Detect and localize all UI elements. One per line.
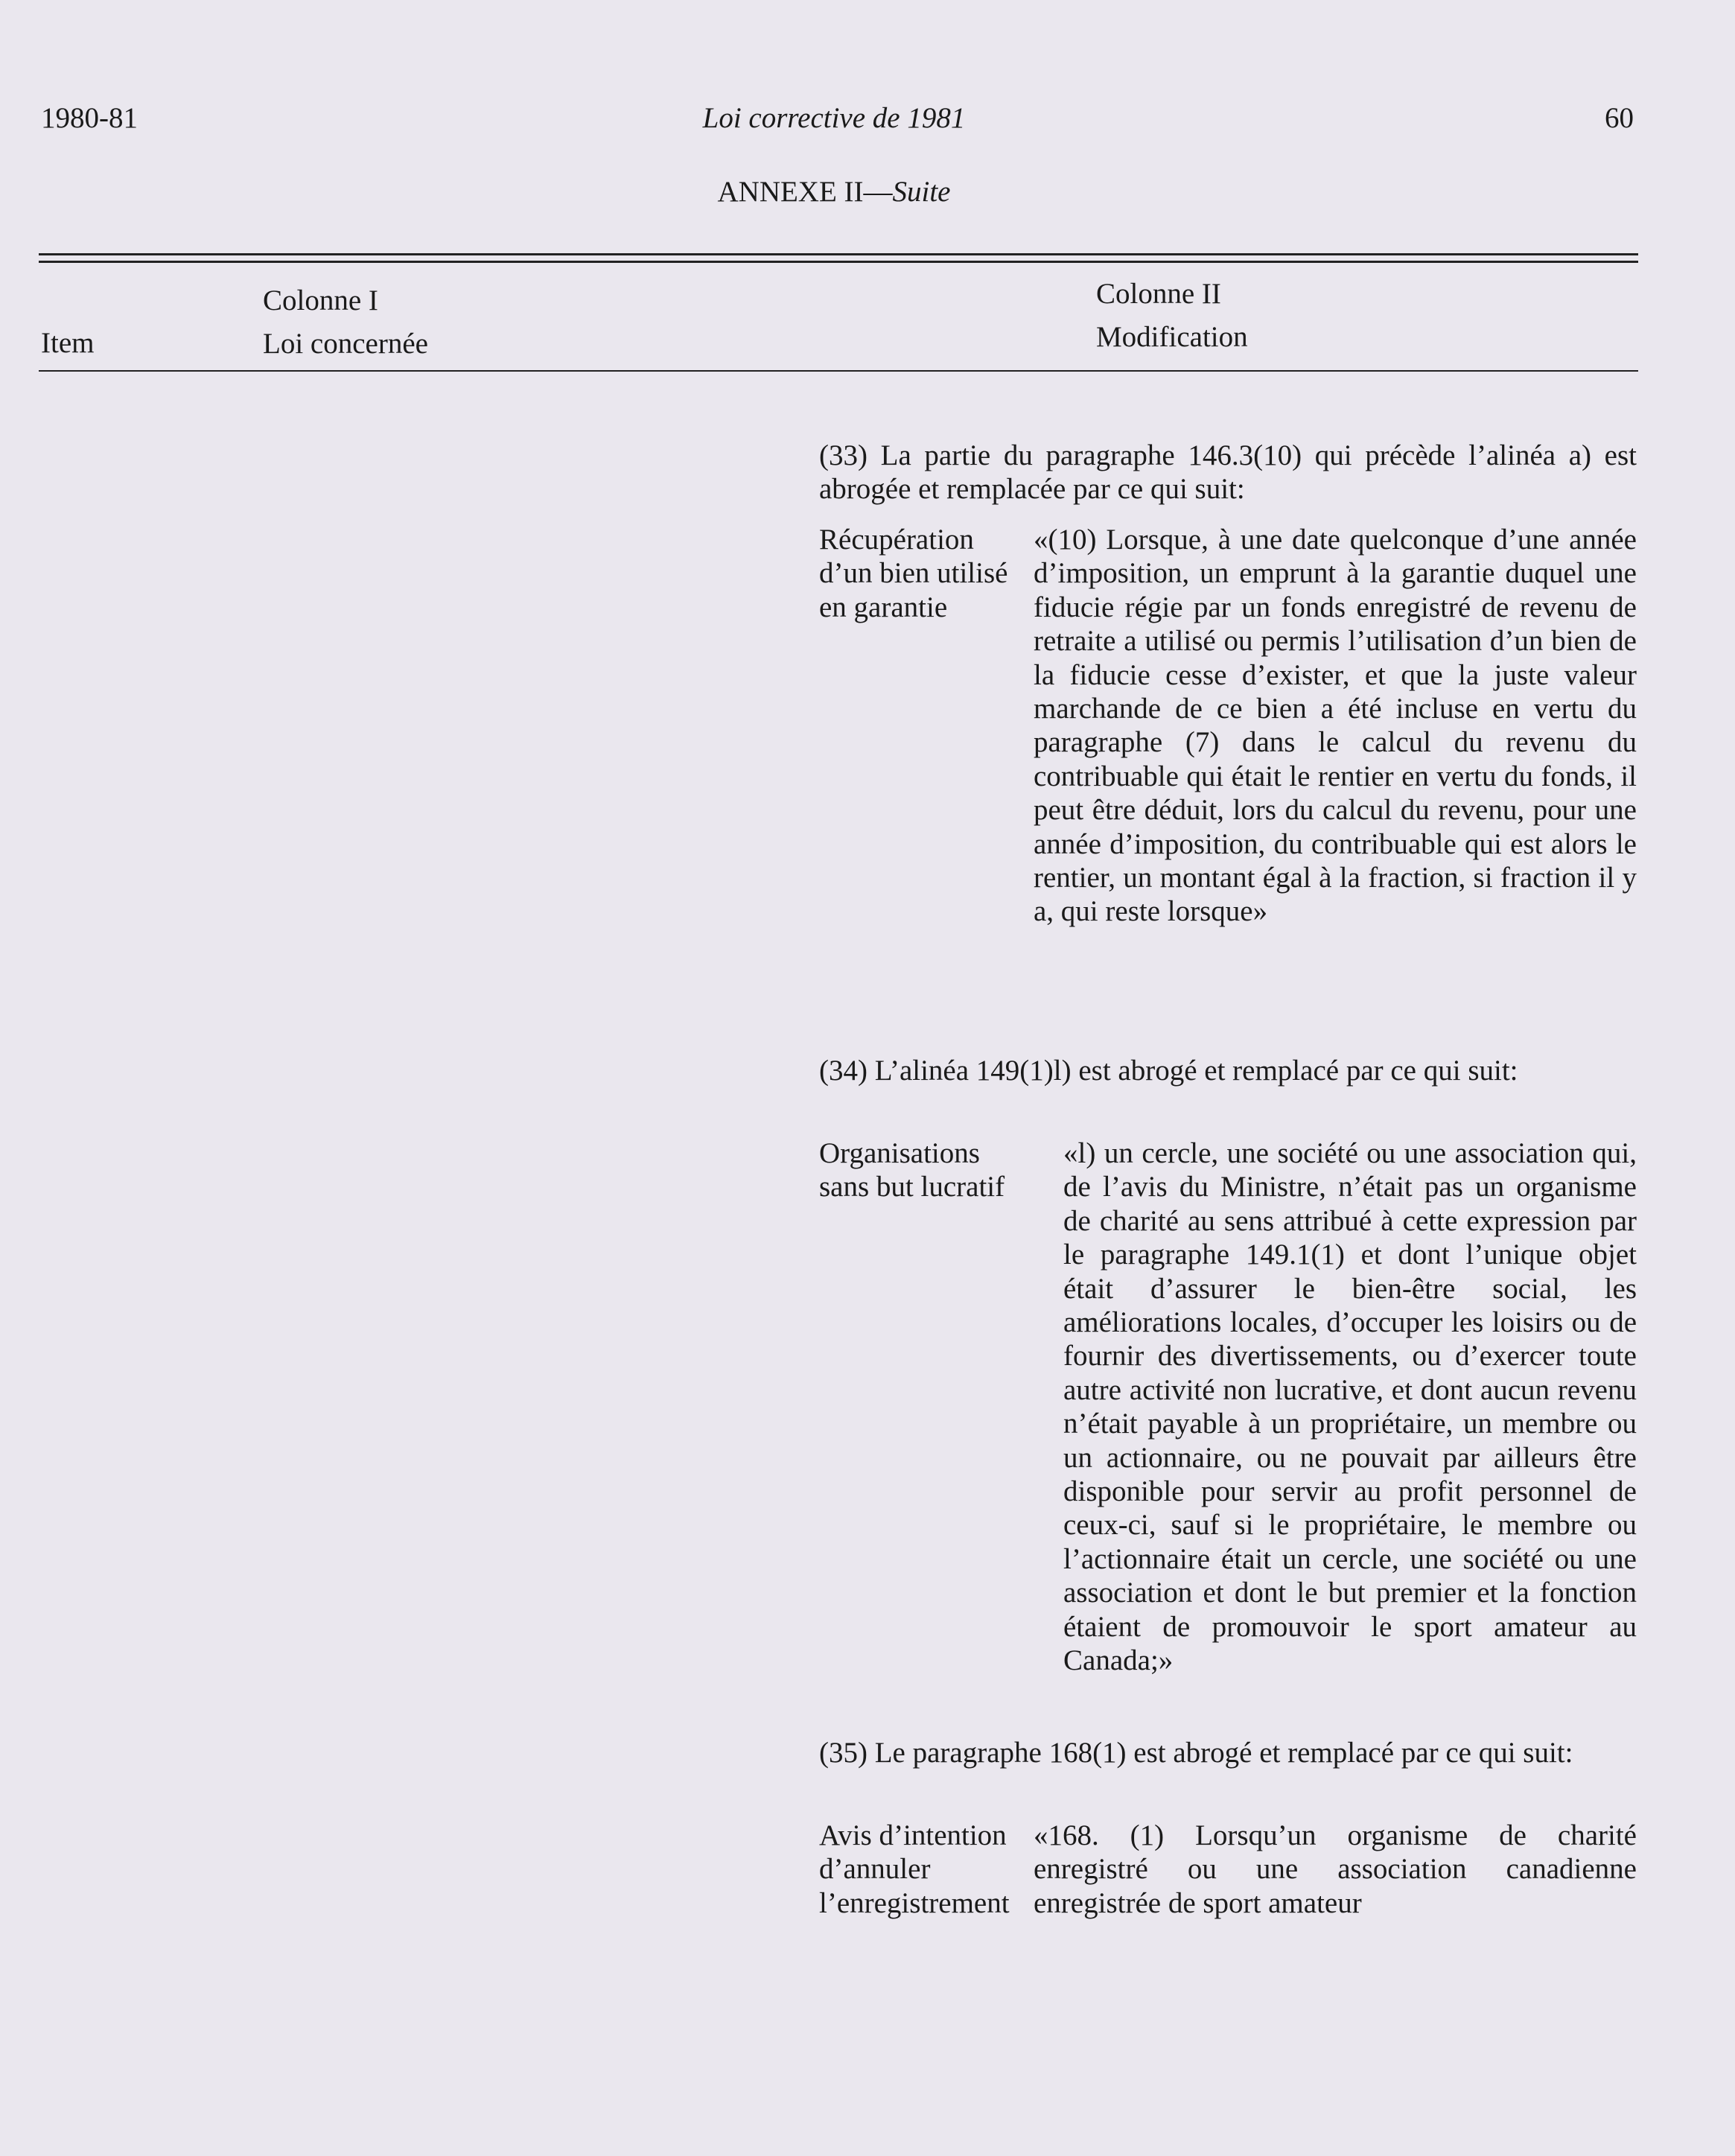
section-34-margin-note: Organisations sans but lucratif [819,1137,1005,1203]
col2-label: Colonne II [1096,278,1221,310]
session-year: 1980-81 [41,102,138,134]
col2-title: Modification [1096,321,1248,353]
section-35-margin-note: Avis d’intention d’annuler l’enregistrement [819,1819,1010,1919]
act-title: Loi corrective de 1981 [702,102,966,134]
col2-header [1096,273,1248,359]
section-34-text: «l) un cercle, une société ou une association qui, de l’avis du Ministre, n’était pas un organisme de charité au sens attribué à cette expression par le paragraphe 149.1(1) et dont l’unique objet était d’assurer le bien-être social, les améliorations locales, d’occuper les loisirs ou de fournir des divertissements, ou d’exercer toute autre activité non lucrative, et dont aucun revenu n’était payable à un propriétaire, un membre ou un actionnaire, ou ne pouvait par ailleurs être disponible pour servir au profit personnel de ceux-ci, sauf si le propriétaire, le membre ou l’actionnaire était un cercle, une société ou une association et dont le but premier et la fonction étaient de promouvoir le sport amateur au Canada;» [1063,1137,1637,1677]
section-34-intro: (34) L’alinéa 149(1)l) est abrogé et remplacé par ce qui suit: [819,1055,1518,1087]
section-35-intro: (35) Le paragraphe 168(1) est abrogé et remplacé par ce qui suit: [819,1737,1573,1769]
top-rule-second [39,261,1638,263]
col1-label: Colonne I [263,284,378,317]
page-number: 60 [1605,102,1634,134]
col1-header [263,279,428,366]
col1-title: Loi concernée [263,328,428,360]
col-header-item: Item [41,327,95,359]
annex-title [0,175,1668,209]
annex-title-suffix: Suite [892,176,951,208]
section-33-text: «(10) Lorsque, à une date quelconque d’une année d’imposition, un emprunt à la garantie duquel une fiducie régie par un fonds enregistré de revenu de retraite a utilisé ou permis l’utilisation d’un bien de la fiducie cesse d’exister, et que la juste valeur marchande de ce bien a été incluse en vertu du paragraphe (7) dans le calcul du revenu du contribuable qui était le rentier en vertu du fonds, il peut être déduit, lors du calcul du revenu, pour une année d’imposition, du contribuable qui est alors le rentier, un montant égal à la fraction, si fraction il y a, qui reste lorsque» [1034,524,1637,928]
section-33-margin-note: Récupération d’un bien utilisé en garantie [819,524,1008,623]
top-rule [39,253,1638,255]
section-35-text: «168. (1) Lorsqu’un organisme de charité enregistré ou une association canadienne enregistrée de sport amateur [1034,1819,1637,1919]
section-33-intro: (33) La partie du paragraphe 146.3(10) qui précède l’alinéa a) est abrogée et remplacée par ce qui suit: [819,439,1637,506]
header-bottom-rule [39,370,1638,372]
annex-title-main: ANNEXE II— [717,176,893,208]
